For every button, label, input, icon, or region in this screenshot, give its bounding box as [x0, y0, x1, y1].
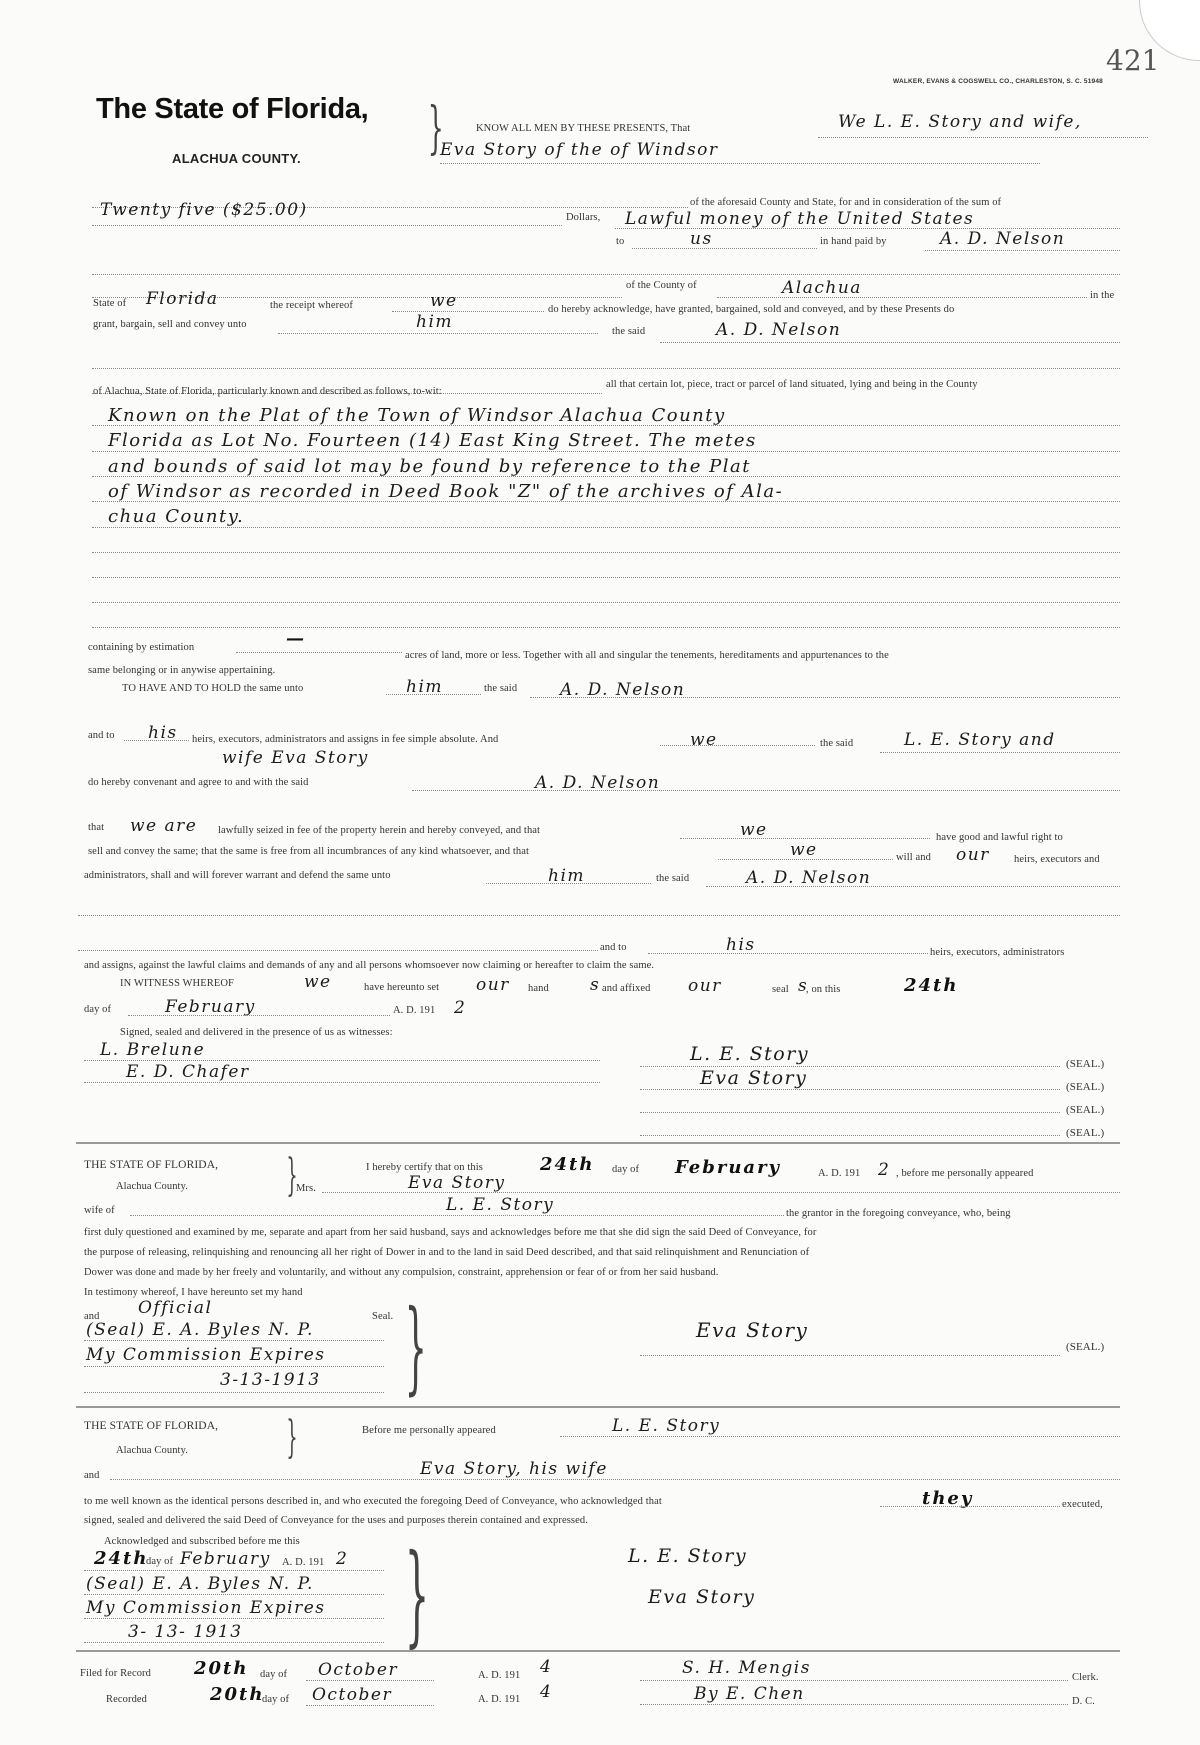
seal-label-4: (SEAL.)	[1066, 1127, 1105, 1139]
consideration-amount: Twenty five ($25.00)	[100, 200, 308, 220]
filed-year: 4	[540, 1657, 553, 1677]
set-value: our	[476, 975, 510, 995]
ack-and-value: Eva Story, his wife	[420, 1459, 608, 1479]
know-all-text: KNOW ALL MEN BY THESE PRESENTS, That	[476, 123, 691, 134]
ack-body-1-value: they	[922, 1488, 974, 1509]
covenant-text: do hereby convenant and agree to and with the said	[88, 777, 309, 788]
in-the-label: in the	[1090, 290, 1115, 301]
rec-day: 20th	[210, 1684, 265, 1705]
grantors-line-2: Eva Story of the of Windsor	[440, 140, 719, 160]
witness-2: E. D. Chafer	[126, 1062, 250, 1082]
and-to-label: and to	[88, 730, 115, 741]
filed-ad: A. D. 191	[478, 1670, 521, 1681]
acres-value: —	[286, 628, 306, 649]
receipt-label: the receipt whereof	[270, 300, 353, 311]
to-value: us	[690, 229, 713, 249]
dower-year: 2	[878, 1160, 891, 1180]
ack-notary-brace: }	[404, 1530, 430, 1658]
publisher-imprint: WALKER, EVANS & COGSWELL CO., CHARLESTON, S. C. 51948	[893, 78, 1103, 85]
witness-year: 2	[454, 998, 467, 1018]
grantor-text: the grantor in the foregoing conveyance, who, being	[786, 1208, 1011, 1219]
and-value: we	[690, 730, 718, 750]
filed-label: Filed for Record	[80, 1668, 151, 1679]
rec-ad: A. D. 191	[478, 1694, 521, 1705]
ack-month: February	[180, 1549, 271, 1569]
dower-notary: (Seal) E. A. Byles N. P.	[86, 1320, 314, 1340]
certify-text: I hereby certify that on this	[366, 1162, 483, 1173]
description-line-3: and bounds of said lot may be found by reference to the Plat	[108, 456, 751, 477]
to-label: to	[616, 236, 625, 247]
dower-brace: }	[286, 1150, 298, 1201]
dower-body-1: first duly questioned and examined by me, separate and apart from her said husband, says and acknowledges before me that she did sign the said Deed of Conveyance, for	[84, 1227, 817, 1238]
wife-of-label: wife of	[84, 1205, 115, 1216]
the-said-label-2: the said	[484, 683, 518, 694]
ack-notary: (Seal) E. A. Byles N. P.	[86, 1574, 314, 1594]
ack-and-label: and	[84, 1470, 100, 1481]
of-alachua-text: of Alachua, State of Florida, particularly known and described as follows, to-wit:	[93, 386, 442, 397]
that-label: that	[88, 822, 105, 833]
and-to-value: his	[148, 723, 178, 743]
ack-appeared: L. E. Story	[612, 1416, 721, 1436]
dower-body-2: the purpose of releasing, relinquishing and renouncing all her right of Dower in and to the land in said Deed described, and that said relinquishment and Renunciation of	[84, 1247, 810, 1258]
rec-month: October	[312, 1685, 393, 1705]
dower-expires: 3-13-1913	[220, 1370, 321, 1390]
and-to-value-2: his	[726, 935, 756, 955]
dc-signature: By E. Chen	[694, 1684, 805, 1704]
ack-ad: A. D. 191	[282, 1557, 325, 1568]
dower-state: THE STATE OF FLORIDA,	[84, 1159, 219, 1171]
filed-day: 20th	[194, 1658, 249, 1679]
state-value: Florida	[146, 289, 219, 309]
page-number: 421	[1106, 44, 1160, 77]
seal-label: seal	[772, 984, 789, 995]
ack-county: Alachua County.	[116, 1445, 188, 1456]
subscribed-text: Acknowledged and subscribed before me this	[104, 1536, 300, 1547]
hand-label: hand	[528, 983, 549, 994]
day-of-label: day of	[84, 1004, 112, 1015]
county-of-label: of the County of	[626, 280, 697, 291]
administrators-text: administrators, shall and will forever warrant and defend the same unto	[84, 870, 391, 881]
seal-label-2: (SEAL.)	[1066, 1081, 1105, 1093]
description-line-4: of Windsor as recorded in Deed Book "Z" of the archives of Ala-	[108, 481, 784, 502]
filed-month: October	[318, 1660, 399, 1680]
will-value: our	[956, 845, 990, 865]
ack-body-2: signed, sealed and delivered the said Deed of Conveyance for the uses and purposes therein contained and expressed.	[84, 1515, 588, 1526]
grantors-name-cont: wife Eva Story	[222, 748, 369, 768]
ack-expires: 3- 13- 1913	[128, 1622, 243, 1642]
filed-day-of: day of	[260, 1669, 288, 1680]
witness-month: February	[165, 997, 256, 1017]
description-line-5: chua County.	[108, 506, 245, 527]
seal-label-3: (SEAL.)	[1066, 1104, 1105, 1116]
county-heading: ALACHUA COUNTY.	[172, 151, 301, 166]
sell-text: sell and convey the same; that the same is free from all incumbrances of any kind whatsoever, and that	[88, 846, 530, 857]
dower-county: Alachua County.	[116, 1181, 188, 1192]
ack-brace: }	[286, 1412, 298, 1463]
document-title: The State of Florida,	[96, 93, 369, 125]
ack-year: 2	[336, 1549, 349, 1569]
signature-2: Eva Story	[700, 1067, 808, 1089]
ack-signature-2: Eva Story	[648, 1586, 756, 1608]
signature-1: L. E. Story	[690, 1043, 810, 1065]
dower-commission: My Commission Expires	[86, 1345, 326, 1365]
seal-label-1: (SEAL.)	[1066, 1058, 1105, 1070]
heirs-exec-text-2: heirs, executors, administrators	[930, 947, 1065, 958]
on-this-label: , on this	[806, 984, 841, 995]
good-right-text: have good and lawful right to	[936, 832, 1063, 843]
dower-ad: A. D. 191	[818, 1168, 861, 1179]
witness-day: 24th	[904, 975, 959, 996]
grantors-name: L. E. Story and	[904, 730, 1056, 750]
clerk-signature: S. H. Mengis	[682, 1658, 811, 1678]
rec-day-of: day of	[262, 1694, 290, 1705]
ack-before-me: Before me personally appeared	[362, 1425, 496, 1436]
all-that-text: all that certain lot, piece, tract or parcel of land situated, lying and being in the County	[606, 379, 978, 390]
seized-value: we	[740, 820, 768, 840]
seized-text: lawfully seized in fee of the property herein and hereby conveyed, and that	[218, 825, 541, 836]
ack-day-of: day of	[146, 1556, 174, 1567]
to-have-value: him	[406, 677, 444, 697]
sell-value: we	[790, 840, 818, 860]
covenant-value: A. D. Nelson	[535, 773, 661, 793]
in-witness-label: IN WITNESS WHEREOF	[120, 978, 234, 989]
paid-by-name: A. D. Nelson	[940, 229, 1066, 249]
same-belonging-text: same belonging or in anywise appertaining.	[88, 665, 276, 676]
header-brace: }	[427, 96, 444, 161]
assigns-text: and assigns, against the lawful claims and demands of any and all persons whomsoever now claiming or hereafter to claim the same.	[84, 960, 655, 971]
dower-day-of: day of	[612, 1164, 640, 1175]
the-said-label-4: the said	[656, 873, 690, 884]
signed-text: Signed, sealed and delivered in the presence of us as witnesses:	[120, 1027, 393, 1038]
dower-and-label: and	[84, 1311, 100, 1322]
seal-value: s	[798, 976, 809, 996]
certify-day: 24th	[540, 1154, 595, 1175]
and-to-label-2: and to	[600, 942, 627, 953]
will-and-label: will and	[896, 852, 931, 863]
mrs-label: Mrs.	[296, 1183, 316, 1194]
mrs-value: Eva Story	[408, 1173, 506, 1193]
ack-signature-1: L. E. Story	[628, 1545, 748, 1567]
have-set-label: have hereunto set	[364, 982, 440, 993]
acres-text: acres of land, more or less. Together with all and singular the tenements, hereditaments and appurtenances to the	[405, 650, 889, 661]
ack-commission: My Commission Expires	[86, 1598, 326, 1618]
description-line-2: Florida as Lot No. Fourteen (14) East King Street. The metes	[108, 430, 757, 451]
heirs-text: heirs, executors, administrators and assigns in fee simple absolute. And	[192, 734, 499, 745]
receipt-value: we	[430, 291, 458, 311]
heirs-exec-text: heirs, executors and	[1014, 854, 1100, 865]
notary-brace: }	[404, 1288, 427, 1405]
clerk-label: Clerk.	[1072, 1672, 1099, 1683]
affixed-value: our	[688, 976, 722, 996]
rec-year: 4	[540, 1682, 553, 1702]
dower-signature: Eva Story	[696, 1318, 809, 1342]
dollars-label: Dollars,	[566, 212, 601, 223]
grantee-name: A. D. Nelson	[560, 680, 686, 700]
official-text: Official	[138, 1298, 213, 1318]
recorded-label: Recorded	[106, 1694, 148, 1705]
grantors-line-1: We L. E. Story and wife,	[838, 112, 1082, 132]
executed-label: executed,	[1062, 1499, 1103, 1510]
and-affixed-label: and affixed	[602, 983, 651, 994]
description-line-1: Known on the Plat of the Town of Windsor Alachua County	[108, 405, 726, 426]
aforesaid-county-text: of the aforesaid County and State, for and in consideration of the sum of	[690, 197, 1002, 208]
containing-label: containing by estimation	[88, 642, 195, 653]
the-said-label-3: the said	[820, 738, 854, 749]
paid-by-label: in hand paid by	[820, 236, 887, 247]
dower-seal-label: Seal.	[372, 1311, 394, 1322]
dower-before-me: , before me personally appeared	[896, 1168, 1034, 1179]
county-value: Alachua	[782, 278, 862, 298]
acknowledge-text: do hereby acknowledge, have granted, bargained, sold and conveyed, and by these Presents do	[548, 304, 955, 315]
the-said-value: A. D. Nelson	[716, 320, 842, 340]
unto-value: him	[416, 312, 454, 332]
ack-day: 24th	[94, 1548, 149, 1569]
dower-body-3: Dower was done and made by her freely and voluntarily, and without any compulsion, constraint, apprehension or fear of or from her said husband.	[84, 1267, 719, 1278]
the-said-label: the said	[612, 326, 646, 337]
ack-body-1: to me well known as the identical persons described in, and who executed the foregoing Deed of Conveyance, who acknowledged that	[84, 1496, 662, 1507]
hand-value: s	[590, 975, 601, 995]
in-witness-value: we	[304, 972, 332, 992]
ad-label: A. D. 191	[393, 1005, 436, 1016]
defend-value: him	[548, 866, 586, 886]
grant-text: grant, bargain, sell and convey unto	[93, 319, 247, 330]
ack-state: THE STATE OF FLORIDA,	[84, 1420, 219, 1432]
testimony-text: In testimony whereof, I have hereunto set my hand	[84, 1287, 303, 1298]
that-value: we are	[130, 816, 198, 836]
witness-1: L. Brelune	[100, 1040, 206, 1060]
dower-seal-end: (SEAL.)	[1066, 1341, 1105, 1353]
dower-month: February	[675, 1157, 782, 1178]
dc-label: D. C.	[1072, 1696, 1095, 1707]
money-description: Lawful money of the United States	[625, 209, 975, 229]
husband-name: L. E. Story	[446, 1195, 555, 1215]
to-have-label: TO HAVE AND TO HOLD the same unto	[122, 683, 304, 694]
state-of-label: State of	[93, 298, 127, 309]
defend-name: A. D. Nelson	[746, 868, 872, 888]
